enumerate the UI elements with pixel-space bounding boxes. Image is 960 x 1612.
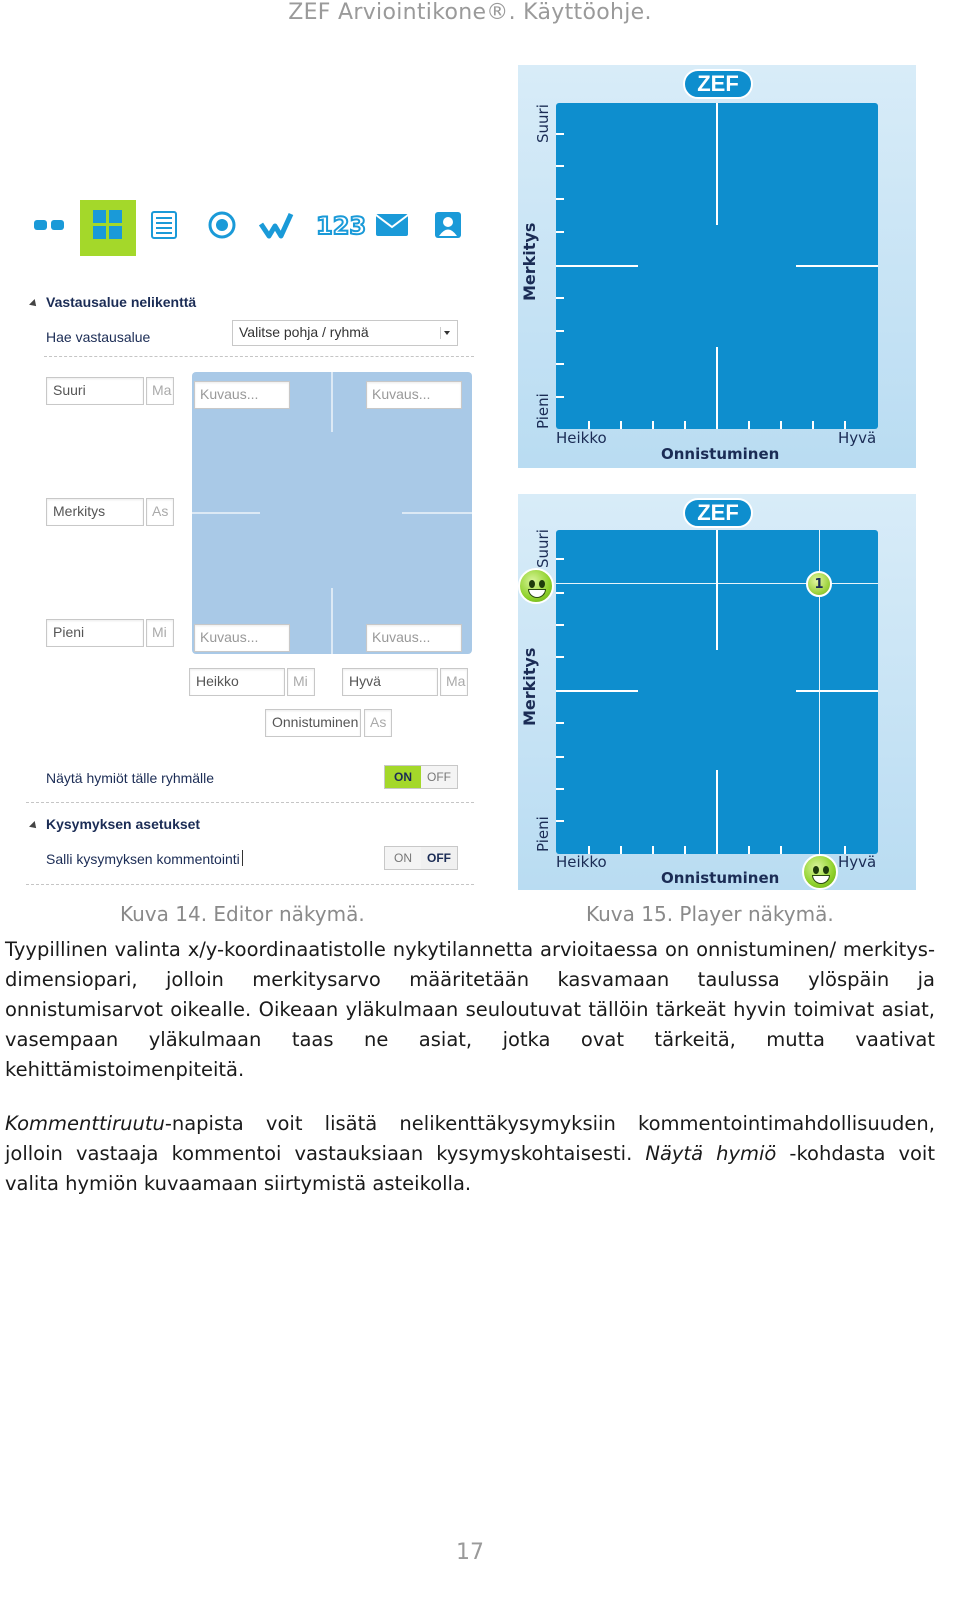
section-title-quadrant[interactable] bbox=[30, 294, 196, 310]
quadrant-tr-description[interactable]: Kuvaus... bbox=[366, 381, 462, 409]
collapse-triangle-icon[interactable] bbox=[29, 821, 39, 831]
toggle-off[interactable]: OFF bbox=[421, 847, 457, 869]
zef-badge: ZEF bbox=[683, 498, 753, 528]
x-tick bbox=[780, 421, 782, 429]
grid-line bbox=[331, 372, 333, 432]
y-tick bbox=[556, 133, 564, 135]
chevron-down-icon bbox=[440, 327, 453, 339]
select-value: Valitse pohja / ryhmä bbox=[239, 324, 369, 340]
comment-toggle-label: Salli kysymyksen kommentointi bbox=[46, 851, 240, 867]
y-tick bbox=[556, 198, 564, 200]
x-tick bbox=[652, 421, 654, 429]
paragraph-1: Tyypillinen valinta x/y-koordinaatistolle nykytilannetta arvioitaessa on onnistuminen/ merkitys-dimensiopari, jolloin merkitysarvo määritetään kasvamaan taulussa ylöspäin ja onnistumisarvot oikealle. Oikeaan yläkulmaan seuloutuvat tällöin tärkeät hyvin toimivat asiat, vasempaan yläkulmaan taas ne asiat, jotka ovat tärkeitä, mutta vaativat kehittämistoimenpiteitä. bbox=[5, 938, 935, 1081]
x-high-label: Hyvä bbox=[838, 853, 877, 871]
toggle-off[interactable]: OFF bbox=[421, 766, 457, 788]
x-high-label: Hyvä bbox=[838, 429, 877, 447]
y-low-label: Pieni bbox=[534, 816, 552, 852]
y-tick bbox=[556, 558, 564, 560]
y-tick bbox=[556, 624, 564, 626]
contact-icon[interactable] bbox=[428, 200, 468, 250]
grid-line bbox=[716, 770, 718, 854]
x-low-field[interactable]: Heikko bbox=[189, 668, 285, 696]
page-number: 17 bbox=[456, 1540, 484, 1565]
grid-line bbox=[796, 690, 878, 692]
page-header: ZEF Arviointikone®. Käyttöohje. bbox=[288, 0, 652, 25]
grid-line bbox=[331, 588, 333, 654]
svg-text:123: 123 bbox=[316, 212, 367, 240]
segments-icon[interactable] bbox=[30, 200, 70, 250]
y-tick bbox=[556, 820, 564, 822]
x-tick bbox=[748, 421, 750, 429]
quadrant-preview bbox=[192, 372, 472, 654]
divider bbox=[26, 802, 474, 803]
list-icon[interactable] bbox=[144, 200, 184, 250]
smiley-y-icon bbox=[518, 568, 554, 604]
x-tick bbox=[620, 421, 622, 429]
grid-line bbox=[556, 690, 638, 692]
smiley-x-icon bbox=[802, 854, 838, 890]
x-axis-title: Onnistuminen bbox=[661, 869, 780, 887]
text-cursor bbox=[242, 850, 243, 866]
target-icon[interactable] bbox=[202, 200, 242, 250]
grid-line bbox=[716, 103, 718, 225]
y-tick bbox=[556, 756, 564, 758]
y-high-field[interactable]: Suuri bbox=[46, 377, 144, 405]
x-tick bbox=[684, 421, 686, 429]
x-high-field[interactable]: Hyvä bbox=[342, 668, 438, 696]
grid-line bbox=[716, 347, 718, 429]
section-title-question-settings[interactable] bbox=[30, 816, 200, 832]
x-tick bbox=[844, 421, 846, 429]
y-tick bbox=[556, 330, 564, 332]
grid-icon[interactable] bbox=[88, 200, 128, 250]
grid-line bbox=[796, 265, 878, 267]
zef-badge: ZEF bbox=[683, 69, 753, 99]
x-low-label: Heikko bbox=[556, 853, 607, 871]
x-tick bbox=[684, 846, 686, 854]
answer-marker[interactable]: 1 bbox=[806, 571, 832, 597]
x-mid-field[interactable]: Onnistuminen bbox=[265, 709, 361, 737]
paragraph-2-text-2: -kohdasta voit valita hymiön kuvaamaan siirtymistä asteikolla. bbox=[5, 1142, 935, 1195]
toggle-on[interactable]: ON bbox=[385, 766, 421, 788]
numbers-icon[interactable] bbox=[314, 200, 367, 250]
y-axis-title: Merkitys bbox=[520, 647, 539, 726]
quadrant-br-description[interactable]: Kuvaus... bbox=[366, 624, 462, 652]
y-tick bbox=[556, 231, 564, 233]
x-tick bbox=[748, 846, 750, 854]
x-tick bbox=[588, 421, 590, 429]
y-tick bbox=[556, 297, 564, 299]
player-view-empty bbox=[518, 65, 916, 468]
caption-editor: Kuva 14. Editor näkymä. bbox=[120, 902, 365, 926]
y-tick bbox=[556, 396, 564, 398]
check-icon[interactable] bbox=[256, 200, 296, 250]
player-grid[interactable] bbox=[556, 103, 878, 429]
y-low-field[interactable]: Pieni bbox=[46, 619, 144, 647]
y-mid-field[interactable]: Merkitys bbox=[46, 498, 144, 526]
section-title-text: Vastausalue nelikenttä bbox=[46, 294, 197, 310]
paragraph-2 bbox=[5, 1109, 935, 1199]
x-low-label: Heikko bbox=[556, 429, 607, 447]
y-high-value-field[interactable]: Ma bbox=[146, 377, 174, 405]
y-tick bbox=[556, 363, 564, 365]
smiley-toggle-label: Näytä hymiöt tälle ryhmälle bbox=[46, 770, 215, 786]
paragraph-2-italic-1: Kommenttiruutu bbox=[5, 1112, 165, 1135]
x-tick bbox=[620, 846, 622, 854]
grid-line bbox=[716, 530, 718, 650]
y-axis-title: Merkitys bbox=[520, 222, 539, 301]
y-low-value-field[interactable]: Mi bbox=[146, 619, 174, 647]
x-tick bbox=[652, 846, 654, 854]
grid-line bbox=[192, 512, 260, 514]
y-low-label: Pieni bbox=[534, 393, 552, 429]
mail-icon[interactable] bbox=[372, 200, 412, 250]
y-high-label: Suuri bbox=[534, 104, 552, 143]
y-tick bbox=[556, 722, 564, 724]
quadrant-bl-description[interactable]: Kuvaus... bbox=[194, 624, 290, 652]
comment-toggle[interactable] bbox=[384, 846, 458, 870]
grid-line bbox=[402, 512, 472, 514]
smiley-toggle[interactable] bbox=[384, 765, 458, 789]
paragraph-2-text-1: -napista voit lisätä nelikenttäkysymyksiin kommentointimahdollisuuden, jolloin vastaaja kommentoi vastauksiaan kysymyskohtaisesti. bbox=[5, 1112, 935, 1165]
search-label: Hae vastausalue bbox=[46, 329, 151, 345]
y-tick bbox=[556, 165, 564, 167]
divider bbox=[44, 356, 474, 357]
x-tick bbox=[812, 421, 814, 429]
y-tick bbox=[556, 788, 564, 790]
divider bbox=[26, 884, 474, 885]
quadrant-tl-description[interactable]: Kuvaus... bbox=[194, 381, 290, 409]
paragraph-2-italic-2: Näytä hymiö bbox=[645, 1142, 777, 1165]
collapse-triangle-icon[interactable] bbox=[29, 299, 39, 309]
y-tick bbox=[556, 656, 564, 658]
x-mid-value-field[interactable]: As bbox=[364, 709, 392, 737]
section-title-text: Kysymyksen asetukset bbox=[46, 816, 201, 832]
x-high-value-field[interactable]: Ma bbox=[440, 668, 468, 696]
y-tick bbox=[556, 592, 564, 594]
template-select[interactable] bbox=[232, 320, 458, 346]
player-view-answered bbox=[518, 494, 916, 890]
y-high-label: Suuri bbox=[534, 529, 552, 568]
x-low-value-field[interactable]: Mi bbox=[287, 668, 315, 696]
grid-line bbox=[556, 265, 638, 267]
x-tick bbox=[780, 846, 782, 854]
caption-player: Kuva 15. Player näkymä. bbox=[586, 902, 834, 926]
y-mid-value-field[interactable]: As bbox=[146, 498, 174, 526]
toggle-on[interactable]: ON bbox=[385, 847, 421, 869]
x-axis-title: Onnistuminen bbox=[661, 445, 780, 463]
